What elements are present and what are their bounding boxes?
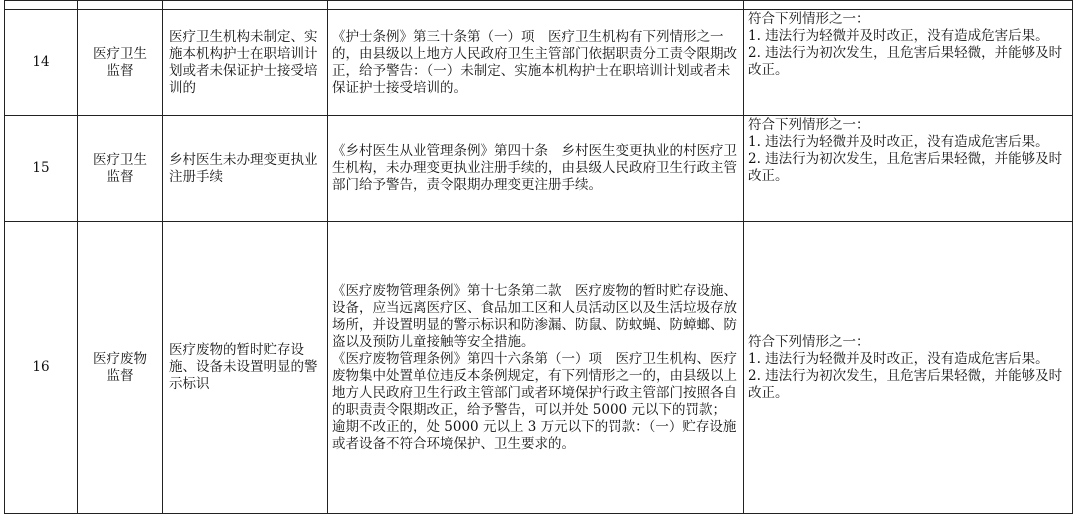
row-number: 14 [5, 10, 78, 116]
row-legal-basis [328, 222, 744, 514]
row-conditions [744, 222, 1073, 514]
row-category: 医疗废物监督 [78, 222, 163, 514]
row-number: 16 [5, 222, 78, 514]
row-legal-basis [328, 10, 744, 116]
conditions-intro: 符合下列情形之一： [748, 117, 870, 133]
row-number: 15 [5, 116, 78, 222]
document-page [4, 0, 1072, 528]
legal-basis-paragraph: 《护士条例》第三十条第（一）项 医疗卫生机构有下列情形之一的，由县级以上地方人民政府卫生主管部门依据职责分工责令限期改正，给予警告：（一）未制定、实施本机构护士在职培训计划或者未保证护士接受培训的。 [332, 28, 737, 96]
row-description: 医疗卫生机构未制定、实施本机构护士在职培训计划或者未保证护士接受培训的 [163, 10, 328, 116]
conditions-intro: 符合下列情形之一： [748, 11, 870, 27]
row-conditions [744, 10, 1073, 116]
row-conditions [744, 116, 1073, 222]
strip-cell [78, 1, 163, 10]
row-category: 医疗卫生监督 [78, 116, 163, 222]
legal-basis-paragraph: 《乡村医生从业管理条例》第四十条 乡村医生变更执业的村医疗卫生机构，未办理变更执业注册手续的，由县级人民政府卫生行政主管部门给予警告，责令限期办理变更注册手续。 [332, 143, 737, 193]
table-row [5, 10, 1073, 116]
condition-item: 2. 违法行为初次发生，且危害后果轻微，并能够及时改正。 [748, 151, 1063, 184]
row-description: 医疗废物的暂时贮存设施、设备未设置明显的警示标识 [163, 222, 328, 514]
strip-cell [328, 1, 744, 10]
table-top-strip [5, 1, 1073, 10]
row-description: 乡村医生未办理变更执业注册手续 [163, 116, 328, 222]
strip-cell [163, 1, 328, 10]
conditions-intro: 符合下列情形之一： [748, 333, 870, 350]
condition-item: 1. 违法行为轻微并及时改正，没有造成危害后果。 [748, 28, 1049, 44]
strip-cell [744, 1, 1073, 10]
table-row [5, 222, 1073, 514]
strip-cell [5, 1, 78, 10]
row-legal-basis [328, 116, 744, 222]
legal-basis-paragraph: 《医疗废物管理条例》第四十六条第（一）项 医疗卫生机构、医疗废物集中处置单位违反本条例规定，有下列情形之一的，由县级以上地方人民政府卫生行政主管部门或者环境保护行政主管部门按照各自的职责责令限期改正，给予警告，可以并处 5000 元以下的罚款；逾期不改正的，处 5000 元以上 3 万元以下的罚款：（一）贮存设施或者设备不符合环境保护、卫生要求的。 [332, 350, 737, 452]
condition-item: 1. 违法行为轻微并及时改正，没有造成危害后果。 [748, 134, 1049, 150]
condition-item: 2. 违法行为初次发生，且危害后果轻微，并能够及时改正。 [748, 45, 1063, 78]
table-row [5, 116, 1073, 222]
condition-item: 2. 违法行为初次发生，且危害后果轻微，并能够及时改正。 [748, 367, 1063, 401]
condition-item: 1. 违法行为轻微并及时改正，没有造成危害后果。 [748, 350, 1049, 367]
legal-basis-paragraph: 《医疗废物管理条例》第十七条第二款 医疗废物的暂时贮存设施、设备，应当远离医疗区、食品加工区和人员活动区以及生活垃圾存放场所，并设置明显的警示标识和防渗漏、防鼠、防蚊蝇、防蟑螂、防盗以及预防儿童接触等安全措施。 [332, 282, 737, 350]
row-category: 医疗卫生监督 [78, 10, 163, 116]
violation-table [4, 0, 1073, 514]
